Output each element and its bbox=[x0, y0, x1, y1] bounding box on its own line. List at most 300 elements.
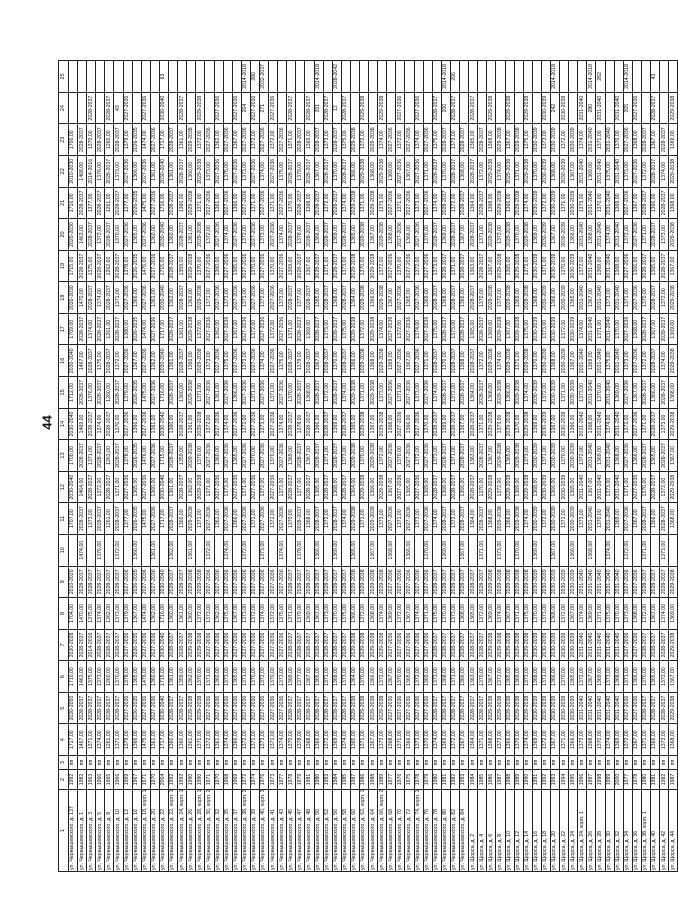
table-cell bbox=[478, 61, 487, 93]
table-cell: 1371,00 bbox=[323, 250, 332, 282]
table-cell: 1717,00 bbox=[159, 503, 168, 535]
table-cell: 2027-2036 bbox=[396, 282, 405, 314]
table-cell: 1366,00 bbox=[505, 503, 514, 535]
table-cell: 1360,00 bbox=[169, 408, 178, 440]
table-cell: пп bbox=[505, 756, 514, 770]
table-cell: 2028-2037 bbox=[469, 566, 478, 598]
table-cell: 12 bbox=[332, 92, 341, 124]
table-cell: 2031-2040 bbox=[605, 187, 614, 219]
table-cell: 1374,00 bbox=[605, 219, 614, 251]
table-cell: 2028-2037 bbox=[114, 124, 123, 156]
table-cell: 2028-2037 bbox=[287, 692, 296, 724]
table-cell: 1367,00 bbox=[369, 724, 378, 756]
table-cell: 1371,00 bbox=[250, 724, 259, 756]
table-cell: 2027-2036 bbox=[223, 440, 232, 472]
table-cell: 1370,00 bbox=[641, 282, 650, 314]
table-cell: 1371,00 bbox=[241, 282, 250, 314]
table-cell: 1365,00 bbox=[132, 219, 141, 251]
table-cell bbox=[505, 534, 514, 566]
table-cell: 1965 bbox=[105, 770, 114, 790]
table-cell bbox=[378, 61, 387, 93]
table-cell: 1373,00 bbox=[660, 408, 669, 440]
table-cell: пп bbox=[523, 756, 532, 770]
table-cell: 2028-2037 bbox=[341, 345, 350, 377]
table-cell: 2028-2037 bbox=[450, 345, 459, 377]
table-cell bbox=[496, 61, 505, 93]
table-cell: 2028-2037 bbox=[296, 250, 305, 282]
table-cell: 2028-2037 bbox=[78, 692, 87, 724]
table-cell: пп bbox=[669, 756, 678, 770]
table-cell: 2029-2038 bbox=[523, 156, 532, 188]
table-cell: 1475,00 bbox=[141, 724, 150, 756]
table-cell: 1372,00 bbox=[241, 534, 250, 566]
table-cell: 1996 bbox=[578, 770, 587, 790]
column-header: 9 bbox=[59, 566, 69, 598]
table-cell: 1372,00 bbox=[360, 598, 369, 630]
address-cell: ул. Щорса, д. 36 bbox=[632, 790, 641, 872]
table-row bbox=[169, 61, 178, 872]
table-cell: 2029-2038 bbox=[187, 313, 196, 345]
table-cell: 2031-2040 bbox=[596, 219, 605, 251]
table-cell: 1370,00 bbox=[478, 661, 487, 693]
table-cell: 2030-2039 bbox=[550, 313, 559, 345]
table-cell: 1969 bbox=[232, 770, 241, 790]
table-cell: 2027-2036 bbox=[623, 124, 632, 156]
table-cell: 1361,00 bbox=[169, 661, 178, 693]
table-cell: 1365,00 bbox=[569, 661, 578, 693]
table-cell: 2028-2037 bbox=[332, 566, 341, 598]
table-cell: 1373,00 bbox=[205, 598, 214, 630]
table-cell bbox=[641, 92, 650, 124]
table-cell: 1716,00 bbox=[159, 187, 168, 219]
table-cell: 2028-2037 bbox=[441, 187, 450, 219]
table-row bbox=[396, 61, 405, 872]
table-cell: 2029-2038 bbox=[360, 471, 369, 503]
table-cell: 1372,00 bbox=[478, 345, 487, 377]
table-cell: 1374,00 bbox=[432, 503, 441, 535]
table-cell: 2027-2036 bbox=[414, 408, 423, 440]
table-cell: 2020-2050 bbox=[69, 692, 78, 724]
table-cell: 1371,00 bbox=[541, 440, 550, 472]
table-cell: 2028-2037 bbox=[105, 471, 114, 503]
table-cell bbox=[487, 61, 496, 93]
table-cell: 1372,00 bbox=[450, 187, 459, 219]
table-cell: 1368,00 bbox=[669, 377, 678, 409]
table-cell: 1371,00 bbox=[269, 187, 278, 219]
table-cell: 1373,00 bbox=[114, 598, 123, 630]
address-cell: ул. Чернышевского, д. 12 bbox=[123, 790, 132, 872]
table-cell: 1373,00 bbox=[114, 156, 123, 188]
table-cell: 1372,00 bbox=[96, 471, 105, 503]
table-cell: 2027-2036 bbox=[150, 566, 159, 598]
table-cell: 1987 bbox=[669, 770, 678, 790]
table-cell: 2030-2039 bbox=[541, 471, 550, 503]
table-cell: 1367,00 bbox=[550, 408, 559, 440]
table-cell: 1374,00 bbox=[605, 724, 614, 756]
table-cell: 2030-2040 bbox=[159, 282, 168, 314]
table-cell bbox=[478, 92, 487, 124]
table-cell: 2027-2036 bbox=[250, 219, 259, 251]
table-cell: 1365,00 bbox=[405, 471, 414, 503]
table-cell: 2028-2037 bbox=[178, 282, 187, 314]
table-cell: 2027-2036 bbox=[396, 471, 405, 503]
address-cell: ул. Чернышевского, д. 10 bbox=[114, 790, 123, 872]
table-cell: 2027-2036 bbox=[278, 377, 287, 409]
table-cell: 2028-2037 bbox=[641, 440, 650, 472]
table-cell: 2027-2036 bbox=[396, 92, 405, 124]
table-cell: 2028-2037 bbox=[296, 377, 305, 409]
table-row bbox=[505, 61, 514, 872]
table-row bbox=[450, 61, 459, 872]
table-cell: 1366,00 bbox=[369, 661, 378, 693]
table-cell: 1977 bbox=[278, 770, 287, 790]
table-cell: 1361,00 bbox=[178, 598, 187, 630]
table-cell: 2029-2038 bbox=[523, 219, 532, 251]
table-cell: 2027-2036 bbox=[123, 566, 132, 598]
table-cell: 2028-2037 bbox=[87, 471, 96, 503]
table-cell: 2027-2036 bbox=[396, 629, 405, 661]
table-cell: 1368,00 bbox=[632, 598, 641, 630]
table-cell: пп bbox=[150, 756, 159, 770]
table-cell: 1373,00 bbox=[660, 534, 669, 566]
table-cell: 2030-2039 bbox=[541, 692, 550, 724]
table-cell: 2028-2037 bbox=[332, 250, 341, 282]
table-cell bbox=[569, 61, 578, 93]
table-cell: 63 bbox=[159, 61, 168, 93]
table-cell: 1370,00 bbox=[196, 440, 205, 472]
table-cell: 1717,00 bbox=[159, 313, 168, 345]
table-cell: 280 bbox=[587, 92, 596, 124]
table-cell: 2026-2035 bbox=[132, 250, 141, 282]
table-cell: 2029-2038 bbox=[350, 629, 359, 661]
table-cell: 1366,00 bbox=[232, 377, 241, 409]
table-cell: 2027-2036 bbox=[423, 124, 432, 156]
table-cell: 2028-2037 bbox=[332, 313, 341, 345]
table-cell: 2030-2039 bbox=[550, 124, 559, 156]
table-cell: 1366,00 bbox=[569, 534, 578, 566]
table-cell: 1373,00 bbox=[341, 440, 350, 472]
table-cell: 2028-2037 bbox=[332, 377, 341, 409]
table-cell: 1717,00 bbox=[159, 124, 168, 156]
table-cell: 2031-2040 bbox=[596, 92, 605, 124]
table-cell: 2028-2037 bbox=[660, 313, 669, 345]
table-cell: 1361,00 bbox=[214, 187, 223, 219]
table-cell: 1371,00 bbox=[269, 377, 278, 409]
table-cell: 1985 bbox=[478, 770, 487, 790]
table-cell: 1379,00 bbox=[296, 598, 305, 630]
table-cell: 2030-2039 bbox=[541, 566, 550, 598]
table-cell: 1372,00 bbox=[641, 598, 650, 630]
table-cell: 1360,00 bbox=[178, 724, 187, 756]
table-cell: 2027-2036 bbox=[123, 471, 132, 503]
table-row bbox=[532, 61, 541, 872]
table-cell: 2029-2038 bbox=[369, 187, 378, 219]
table-cell: 2027-2036 bbox=[414, 282, 423, 314]
table-cell: 2030-2039 bbox=[569, 629, 578, 661]
table-cell: 1371,00 bbox=[241, 471, 250, 503]
table-cell: 2027-2036 bbox=[278, 187, 287, 219]
table-cell: 2029-2038 bbox=[196, 566, 205, 598]
table-cell: 1374,00 bbox=[432, 724, 441, 756]
table-cell: 2027-2036 bbox=[205, 503, 214, 535]
table-cell: 2031-2040 bbox=[578, 345, 587, 377]
table-cell: 2027-2036 bbox=[205, 692, 214, 724]
table-cell: 1368,00 bbox=[305, 503, 314, 535]
table-cell: 2032-2037 bbox=[259, 61, 268, 93]
table-cell: 2029-2038 bbox=[378, 345, 387, 377]
table-cell: 2031-2040 bbox=[596, 345, 605, 377]
table-row bbox=[441, 61, 450, 872]
table-cell: 2027-2036 bbox=[123, 219, 132, 251]
table-cell: 2028-2037 bbox=[287, 282, 296, 314]
table-cell: 1371,00 bbox=[514, 598, 523, 630]
table-cell: пп bbox=[232, 756, 241, 770]
table-cell: 1365,00 bbox=[469, 598, 478, 630]
table-cell: 2028-2037 bbox=[105, 92, 114, 124]
table-cell: 2029-2038 bbox=[669, 219, 678, 251]
table-cell bbox=[414, 61, 423, 93]
table-cell: 2030-2039 bbox=[560, 156, 569, 188]
table-cell: 2028-2037 bbox=[296, 692, 305, 724]
table-cell bbox=[305, 61, 314, 93]
table-cell: 1360,00 bbox=[178, 187, 187, 219]
table-cell: 2027-2036 bbox=[259, 124, 268, 156]
table-cell: 2027-2036 bbox=[241, 566, 250, 598]
table-cell: 1372,00 bbox=[578, 661, 587, 693]
table-cell: 2028-2037 bbox=[332, 124, 341, 156]
table-cell: 2028-2037 bbox=[178, 408, 187, 440]
table-cell: 2028-2037 bbox=[305, 219, 314, 251]
table-cell: 2029-2038 bbox=[369, 313, 378, 345]
table-cell bbox=[469, 61, 478, 93]
table-cell: 2028-2037 bbox=[469, 471, 478, 503]
table-cell: 2029-2038 bbox=[369, 629, 378, 661]
table-cell bbox=[187, 92, 196, 124]
table-cell: 1369,00 bbox=[669, 598, 678, 630]
table-cell: 1364,00 bbox=[350, 282, 359, 314]
table-cell: 2028-2037 bbox=[651, 408, 660, 440]
table-cell: 2027-2036 bbox=[223, 503, 232, 535]
table-cell: 1379,00 bbox=[123, 724, 132, 756]
table-cell: 1368,00 bbox=[332, 661, 341, 693]
table-cell: 1369,00 bbox=[423, 661, 432, 693]
address-cell: ул. Чернышевского, д. 76 bbox=[423, 790, 432, 872]
table-cell: 2027-2036 bbox=[214, 156, 223, 188]
table-cell: 1374,00 bbox=[523, 503, 532, 535]
table-cell: 1370,00 bbox=[614, 124, 623, 156]
table-cell: 1378,00 bbox=[123, 250, 132, 282]
table-cell: 1977 bbox=[387, 770, 396, 790]
table-cell: 2027-2036 bbox=[259, 377, 268, 409]
table-cell: 1373,00 bbox=[241, 345, 250, 377]
table-cell: 2027-2036 bbox=[214, 692, 223, 724]
table-cell: 1367,00 bbox=[669, 661, 678, 693]
table-cell: 1365,00 bbox=[651, 661, 660, 693]
table-cell: 1374,00 bbox=[523, 187, 532, 219]
table-cell: 1375,00 bbox=[87, 598, 96, 630]
table-cell: 1366,00 bbox=[314, 724, 323, 756]
table-cell: 1365,00 bbox=[469, 124, 478, 156]
table-cell: 2028-2037 bbox=[287, 345, 296, 377]
table-cell: 1373,00 bbox=[623, 156, 632, 188]
column-header: 25 bbox=[59, 61, 69, 93]
table-cell: 2027-2036 bbox=[223, 377, 232, 409]
table-cell bbox=[205, 92, 214, 124]
address-cell: ул. Щорса, д. 24, корп. 1 bbox=[578, 790, 587, 872]
table-cell bbox=[187, 61, 196, 93]
table-cell: 1376,00 bbox=[96, 156, 105, 188]
table-cell: 2026-2035 bbox=[132, 313, 141, 345]
table-cell: 2028-2037 bbox=[341, 219, 350, 251]
table-cell: 1371,00 bbox=[423, 598, 432, 630]
table-cell bbox=[487, 534, 496, 566]
address-cell: ул. Чернышевского, д. 48 bbox=[305, 790, 314, 872]
table-cell: 1372,00 bbox=[478, 156, 487, 188]
table-cell: 2028-2037 bbox=[441, 503, 450, 535]
table-cell: 2029-2038 bbox=[505, 471, 514, 503]
table-cell: 1367,00 bbox=[550, 534, 559, 566]
table-cell: 2027-2036 bbox=[214, 629, 223, 661]
table-cell: 2030-2039 bbox=[532, 692, 541, 724]
address-cell: ул. Чернышевского, д. 32 bbox=[214, 790, 223, 872]
table-cell: 1372,00 bbox=[360, 124, 369, 156]
address-cell: ул. Чернышевского, д. 8 bbox=[105, 790, 114, 872]
table-cell: 2028-2037 bbox=[314, 313, 323, 345]
table-cell: 1375,00 bbox=[223, 156, 232, 188]
table-cell: 2028-2037 bbox=[305, 408, 314, 440]
table-cell: пп bbox=[623, 756, 632, 770]
table-cell: 1976 bbox=[396, 770, 405, 790]
table-cell: 1373,00 bbox=[87, 503, 96, 535]
table-cell: 1367,00 bbox=[487, 661, 496, 693]
table-cell: 1374,00 bbox=[223, 534, 232, 566]
table-cell: 1370,00 bbox=[423, 534, 432, 566]
table-cell: 2014-2016 bbox=[87, 156, 96, 188]
table-cell: 1971 bbox=[141, 770, 150, 790]
table-cell: 2028-2037 bbox=[169, 692, 178, 724]
table-cell: 2027-2036 bbox=[405, 250, 414, 282]
table-cell: 1365,00 bbox=[350, 534, 359, 566]
table-cell: 1369,00 bbox=[441, 219, 450, 251]
table-cell: 2028-2037 bbox=[478, 250, 487, 282]
table-cell: 1374,00 bbox=[660, 156, 669, 188]
table-cell: 2027-2036 bbox=[396, 156, 405, 188]
table-cell: 2029-2038 bbox=[487, 692, 496, 724]
table-cell: 1372,00 bbox=[496, 661, 505, 693]
column-header: 21 bbox=[59, 187, 69, 219]
table-cell: 1997 bbox=[587, 770, 596, 790]
table-cell: 2028-2037 bbox=[169, 187, 178, 219]
table-cell: 2031-2040 bbox=[614, 219, 623, 251]
table-cell: 1360,00 bbox=[214, 250, 223, 282]
address-cell: ул. Чернышевского, д. 41 bbox=[269, 790, 278, 872]
table-cell: 1362,00 bbox=[169, 534, 178, 566]
table-cell bbox=[232, 534, 241, 566]
table-cell: 1366,00 bbox=[132, 408, 141, 440]
table-cell bbox=[505, 61, 514, 93]
table-cell bbox=[123, 534, 132, 566]
table-cell: 1371,00 bbox=[560, 724, 569, 756]
table-cell: 201 bbox=[314, 92, 323, 124]
table-cell: 2027-2036 bbox=[414, 471, 423, 503]
table-cell: 2028-2037 bbox=[441, 313, 450, 345]
table-cell: 1476,00 bbox=[141, 440, 150, 472]
table-cell: 2030-2039 bbox=[532, 440, 541, 472]
table-cell: пп bbox=[169, 756, 178, 770]
table-cell: 1371,00 bbox=[360, 724, 369, 756]
address-cell: ул. Щорса, д. 20 bbox=[550, 790, 559, 872]
table-cell: 1366,00 bbox=[505, 377, 514, 409]
table-cell: 2029-2038 bbox=[187, 692, 196, 724]
table-cell: 2028-2037 bbox=[341, 629, 350, 661]
table-cell: 1709,00 bbox=[69, 313, 78, 345]
table-cell: 1371,00 bbox=[269, 503, 278, 535]
table-cell: 1361,00 bbox=[150, 408, 159, 440]
table-cell: пп bbox=[478, 756, 487, 770]
table-cell bbox=[132, 61, 141, 93]
table-cell: 1377,00 bbox=[296, 282, 305, 314]
table-cell bbox=[469, 534, 478, 566]
table-cell: 1371,00 bbox=[360, 377, 369, 409]
table-cell: 1372,00 bbox=[541, 187, 550, 219]
table-cell: 2028-2037 bbox=[105, 408, 114, 440]
table-cell: 1370,00 bbox=[332, 345, 341, 377]
column-header: 22 bbox=[59, 156, 69, 188]
table-cell: 1374,00 bbox=[496, 598, 505, 630]
table-cell: 2028-2037 bbox=[341, 566, 350, 598]
table-cell: 1372,00 bbox=[641, 156, 650, 188]
table-cell: 1370,00 bbox=[114, 408, 123, 440]
table-cell: пп bbox=[332, 756, 341, 770]
column-header: 23 bbox=[59, 124, 69, 156]
table-cell bbox=[423, 92, 432, 124]
table-cell: 1372,00 bbox=[205, 219, 214, 251]
table-cell: 2031-2040 bbox=[605, 313, 614, 345]
table-cell: 1369,00 bbox=[287, 661, 296, 693]
address-cell: ул. Чернышевского, д. 84 bbox=[460, 790, 469, 872]
table-cell: 1982 bbox=[78, 770, 87, 790]
table-row bbox=[205, 61, 214, 872]
table-cell: 1261,00 bbox=[105, 503, 114, 535]
table-cell: 2027-2036 bbox=[141, 219, 150, 251]
table-cell: 1368,00 bbox=[614, 440, 623, 472]
table-cell: 1360,00 bbox=[187, 156, 196, 188]
table-cell bbox=[323, 534, 332, 566]
table-cell: 2028-2037 bbox=[441, 692, 450, 724]
table-row bbox=[614, 61, 623, 872]
table-cell: 2030-2039 bbox=[560, 566, 569, 598]
table-cell bbox=[669, 61, 678, 93]
table-cell: 2030-2039 bbox=[550, 377, 559, 409]
table-cell: 2028-2037 bbox=[469, 219, 478, 251]
table-cell: 2028-2037 bbox=[460, 187, 469, 219]
table-cell: 1715,00 bbox=[69, 250, 78, 282]
table-cell: 1365,00 bbox=[314, 661, 323, 693]
table-cell: 1371,00 bbox=[396, 187, 405, 219]
table-cell: 2027-2036 bbox=[214, 282, 223, 314]
table-cell: 1365,00 bbox=[505, 250, 514, 282]
table-cell: 1372,00 bbox=[196, 313, 205, 345]
table-cell: 2028-2037 bbox=[178, 566, 187, 598]
table-cell: 1369,00 bbox=[487, 313, 496, 345]
table-cell: 2027-2036 bbox=[223, 124, 232, 156]
table-cell: 1982 bbox=[660, 770, 669, 790]
table-cell: 1373,00 bbox=[578, 377, 587, 409]
table-cell: 2030-2039 bbox=[550, 250, 559, 282]
table-cell: 2028-2037 bbox=[432, 156, 441, 188]
address-cell: ул. Щорса, д. 34 bbox=[623, 790, 632, 872]
table-cell: 2029-2038 bbox=[669, 692, 678, 724]
